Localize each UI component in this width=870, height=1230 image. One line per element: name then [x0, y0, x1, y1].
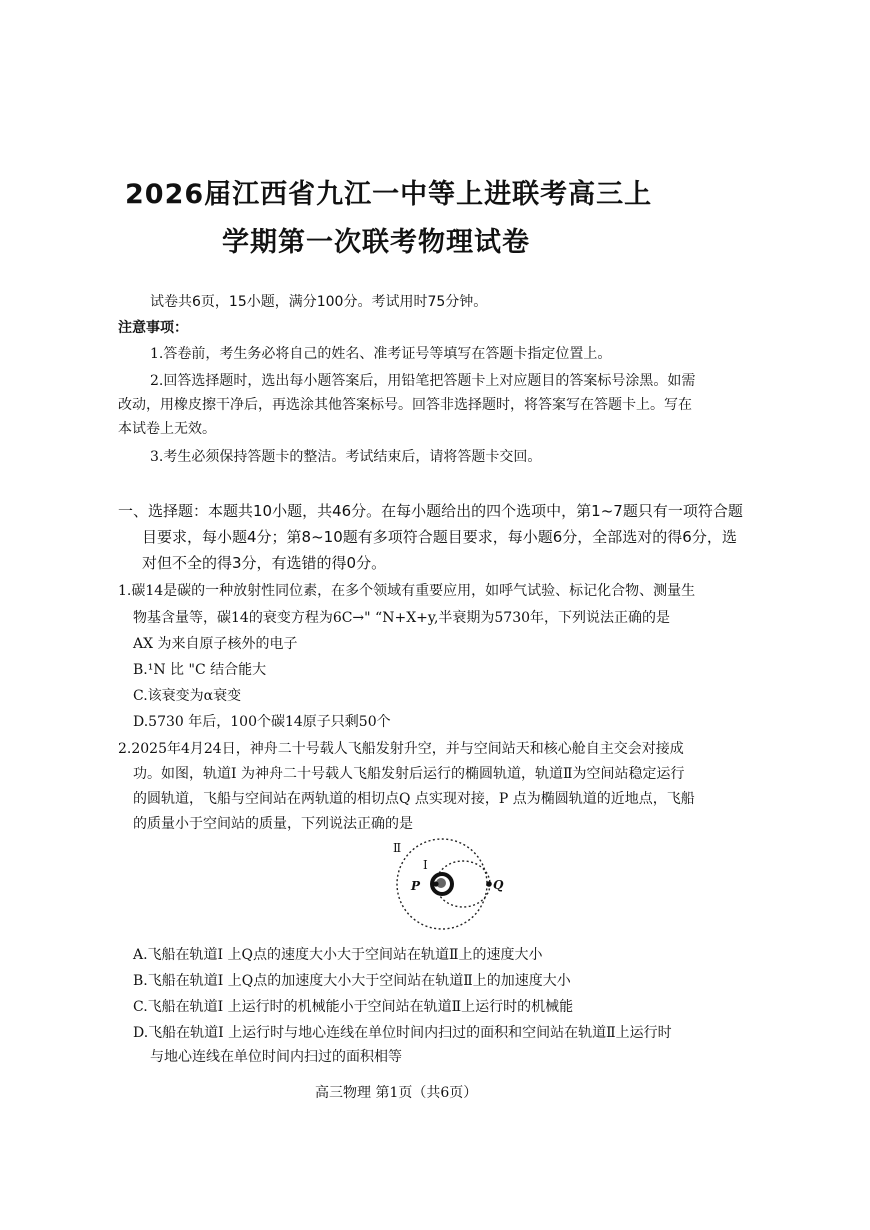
question1-line2: 物基含量等，碳14的衰变方程为6C→" “N+X+y,半衰期为5730年，下列说法正确的是 — [133, 610, 671, 626]
section1-line3: 对但不全的得3分，有选错的得0分。 — [142, 554, 387, 572]
notice-item-2-line2: 改动，用橡皮擦干净后，再选涂其他答案标号。回答非选择题时，将答案写在答题卡上。写在 — [118, 397, 692, 413]
section1-line1: 一、选择题：本题共10小题，共46分。在每小题给出的四个选项中，第1~7题只有一项符合题 — [118, 502, 743, 520]
question1-line1: 1.碳14是碳的一种放射性同位素，在多个领域有重要应用，如呼气试验、标记化合物、测量生 — [118, 583, 696, 599]
question2-line4: 的质量小于空间站的质量，下列说法正确的是 — [133, 816, 413, 832]
label-q: Q — [493, 878, 504, 892]
question1-option-a: AX 为来自原子核外的电子 — [133, 636, 298, 652]
question2-option-b: B.飞船在轨道I 上Q点的加速度大小大于空间站在轨道Ⅱ上的加速度大小 — [133, 973, 571, 989]
section1-line2: 目要求，每小题4分；第8~10题有多项符合题目要求，每小题6分，全部选对的得6分，选 — [142, 528, 737, 546]
exam-title-line2: 学期第一次联考物理试卷 — [222, 227, 530, 258]
question1-option-c: C.该衰变为α衰变 — [133, 688, 242, 704]
question2-line3: 的圆轨道，飞船与空间站在两轨道的相切点Q 点实现对接，P 点为椭圆轨道的近地点，飞船 — [133, 791, 695, 807]
notice-heading: 注意事项： — [118, 320, 188, 336]
question2-line2: 功。如图，轨道I 为神舟二十号载人飞船发射后运行的椭圆轨道，轨道Ⅱ为空间站稳定运行 — [133, 766, 685, 782]
question2-option-d-line2: 与地心连线在单位时间内扫过的面积相等 — [150, 1049, 402, 1065]
notice-item-3: 3.考生必须保持答题卡的整洁。考试结束后，请将答题卡交回。 — [150, 449, 542, 465]
label-p: P — [411, 879, 421, 893]
exam-info: 试卷共6页，15小题，满分100分。考试用时75分钟。 — [150, 294, 488, 310]
point-p — [433, 881, 438, 886]
label-orbit-2: Ⅱ — [393, 841, 402, 855]
notice-item-2-line3: 本试卷上无效。 — [118, 421, 216, 437]
question2-option-d-line1: D.飞船在轨道I 上运行时与地心连线在单位时间内扫过的面积和空间站在轨道Ⅱ上运行时 — [133, 1025, 672, 1041]
question2-option-c: C.飞船在轨道I 上运行时的机械能小于空间站在轨道Ⅱ上运行时的机械能 — [133, 999, 574, 1015]
exam-title-line1: 2026届江西省九江一中等上进联考高三上 — [125, 179, 653, 210]
orbit-diagram — [385, 836, 505, 936]
point-q — [486, 881, 492, 887]
question2-option-a: A.飞船在轨道I 上Q点的速度大小大于空间站在轨道Ⅱ上的速度大小 — [133, 947, 543, 963]
question1-option-d: D.5730 年后，100个碳14原子只剩50个 — [133, 714, 391, 730]
notice-item-1: 1.答卷前，考生务必将自己的姓名、准考证号等填写在答题卡指定位置上。 — [150, 346, 612, 362]
notice-item-2-line1: 2.回答选择题时，选出每小题答案后，用铅笔把答题卡上对应题目的答案标号涂黑。如需 — [150, 373, 696, 389]
question2-line1: 2.2025年4月24日，神舟二十号载人飞船发射升空，并与空间站天和核心舱自主交会对接成 — [118, 741, 684, 757]
label-orbit-1: I — [423, 858, 428, 872]
question1-option-b: B.¹N 比 "C 结合能大 — [133, 662, 267, 678]
page-footer: 高三物理 第1页（共6页） — [315, 1085, 478, 1101]
